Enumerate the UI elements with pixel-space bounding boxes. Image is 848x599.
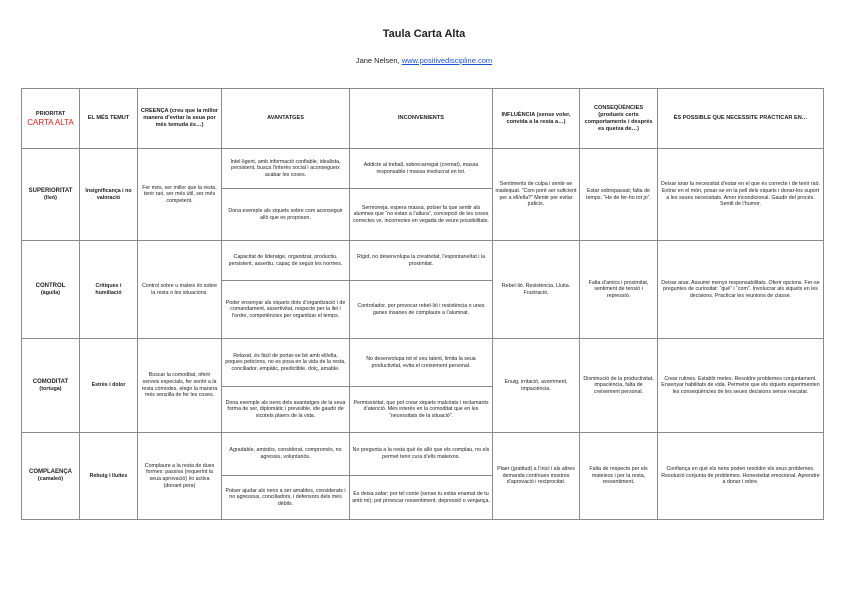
author-name: Jane Nelsen, [355, 56, 400, 65]
row-influencia: Enuig, irritació, avorriment, impaciència. [493, 339, 580, 433]
row-inconvenient-1: No pregunta a la resta què és allò que els complau, no els permet tenir cura d’ells mateixos. [350, 433, 493, 476]
row-priority: COMPLAENÇA (camaleó) [22, 433, 80, 520]
row-consequencies: Falta de respecte per els mateixos i per la resta, ressentiment. [580, 433, 658, 520]
row-creenca: Control sobre u mateix i/o sobre la resta o les situacions. [138, 241, 222, 339]
row-inconvenient-2: Permissivitat, que pot crear xiquets malcriats i reclamants d’atenció. Més interès en la comoditat que en les “necessitats de la situació”. [350, 387, 493, 433]
header-consequencies: CONSEQÜÈNCIES (produeix certs comportaments i després es queixa de…) [580, 89, 658, 149]
row-avantatge-1: Relaxat, és fàcil de portar-se bé amb ell/ella, poques peticions, no es posa en la vida de la resta, conciliador, empàtic, predictible, dolç, amable. [222, 339, 350, 387]
header-row [22, 89, 824, 149]
row-inconvenient-1: No desenvolupa tot el seu talent, limita la seua productivitat, evita el creixement personal. [350, 339, 493, 387]
row-priority: SUPERIORITAT (lleó) [22, 149, 80, 241]
row-creenca: Fer més, ser millor que la resta, tenir raó, ser més útil, ser més competent. [138, 149, 222, 241]
author-link[interactable]: www.positivediscipline.com [401, 56, 493, 65]
row-influencia: Sentiments de culpa i sentir-se inadequat. “Com poré ser suficient per a ell/ella?” Mentir per evitar judicis. [493, 149, 580, 241]
row-possible: Crear rutines. Establir metes. Resoldre problemes conjuntament. Ensenyar habilitats de vida. Permetre que els xiquets experimenten les conseqüències de les seues decisions sense rescatar. [658, 339, 824, 433]
row-influencia: Rebel·lió. Resistència. Lluita. Frustració. [493, 241, 580, 339]
row-inconvenient-2: Sermoneja, espera massa, potser fa que sentir als alumnes que “no estan a l’altura”, concepció de les coses correctes vs. incorrectes en vegada de veure possibilitats. [350, 189, 493, 241]
row-inconvenient-2: Controlador, por provocar rebel·lió i resistència o unes ganes insanes de complaure a l’alumnat. [350, 281, 493, 339]
row-inconvenient-1: Addicte al treball, sobrecarregat (cremat), massa responsable i massa involucrat en tot. [350, 149, 493, 189]
row-possible: Confiança en què els nens poden resoldre els seus problemes. Resolució conjunta de problemes. Honestedat emocional. Aprendre a donar i rebre. [658, 433, 824, 520]
table-row [22, 339, 824, 387]
row-temut: Crítiques i humiliació [80, 241, 138, 339]
row-avantatge-2: Poder ensenyar als xiquets dots d’organització i de comandament, assertivitat, respecte per la llei i l’ordre, competències per organitzar el temps. [222, 281, 350, 339]
document-title: Taula Carta Alta [382, 28, 466, 40]
table-row [22, 433, 824, 476]
header-creenca: CREENÇA (creu que la millor manera d’evitar la seua por més temuda és…) [138, 89, 222, 149]
row-consequencies: Falta d’amics i proximitat, sentiment de tensió i repressió. [580, 241, 658, 339]
row-possible: Deixar anar. Assumir menys responsabilitats. Oferir opcions. Fer-se preguntes de curiositat: “què” i “com”. Involucrar als xiquets en les decisions. Practicar les reunions de classe. [658, 241, 824, 339]
row-consequencies: Disminució de la productivitat, impaciència, falta de creixement personal. [580, 339, 658, 433]
header-avantatges: AVANTATGES [222, 89, 350, 149]
row-priority: COMODITAT (tortuga) [22, 339, 80, 433]
header-inconvenients: INCONVENIENTS [350, 89, 493, 149]
row-temut: Insignificança i no valoració [80, 149, 138, 241]
row-avantatge-2: Dona exemple als xiquets sobre com aconseguir allò que es proposen. [222, 189, 350, 241]
table-row [22, 241, 824, 281]
row-inconvenient-2: Es deixa xafar; por tel conte (sense tu estàs enamat de tu amb mi); pot provocar ressentiment, depressió o venjança. [350, 476, 493, 520]
row-consequencies: Estar sobrepassat; falta de temps. “He de fer-ho tot jo”. [580, 149, 658, 241]
row-avantatge-1: Capacitat de lideratge, organitzat, productiu, persistent, assertiu, capaç de seguir les normes. [222, 241, 350, 281]
row-possible: Deixar anar la necessitat d’estar en el que és correcte i de tenir raó. Entrar en el món, posar-se en la pell dels xiquets i donar-los suport a les seues necessitats. Amor incondicional. Gaudir del procés. Sentit de l’humor. [658, 149, 824, 241]
header-influencia: INFLUÈNCIA (sense voler, convida a la resta a…) [493, 89, 580, 149]
header-possible: ÉS POSSIBLE QUE NECESSITE PRACTICAR EN… [658, 89, 824, 149]
table-row [22, 149, 824, 189]
row-avantatge-2: Dona exemple als nens dels avantatges de la seua forma de ser, diplomàtic i previsible, ide gaudir de xicotets plaers de la vida. [222, 387, 350, 433]
row-inconvenient-1: Rígid, no desenvolupa la creativitat, l’espontaneïtat i la proximitat. [350, 241, 493, 281]
header-carta-alta: CARTA ALTA [27, 118, 74, 127]
row-creenca: Buscar la comoditat, oferir serveis especials, fer sentir a la resta còmodes, elegir la manera més senzilla de fer les coses. [138, 339, 222, 433]
row-avantatge-2: Potser ajudar als nens a ser amables, considerats i no agressius, conciliadors, i defensors dels més dèbils. [222, 476, 350, 520]
carta-alta-table [21, 88, 824, 520]
row-priority: CONTROL (àguila) [22, 241, 80, 339]
row-avantatge-1: Agradable, amistós, considerat, compromés, no agressiu, voluntariós. [222, 433, 350, 476]
author-line [0, 56, 848, 65]
header-prioritat: PRIORITAT CARTA ALTA [22, 89, 80, 149]
row-avantatge-1: Intel·ligent, amb informació confiable, idealista, persistent, busca l’interès social i aconsegueix acabar les coses. [222, 149, 350, 189]
row-temut: Rebuig i lluites [80, 433, 138, 520]
row-influencia: Plaer (gratitud) a l’inici i als altres demanda contínues mostres d’aprovació i reciprocitat. [493, 433, 580, 520]
row-creenca: Complaure a la resta de dues formes: passiva (requerint la seua aprovació) i/o activa (donant pera) [138, 433, 222, 520]
header-temut: EL MÉS TEMUT [80, 89, 138, 149]
row-temut: Estrès i dolor [80, 339, 138, 433]
